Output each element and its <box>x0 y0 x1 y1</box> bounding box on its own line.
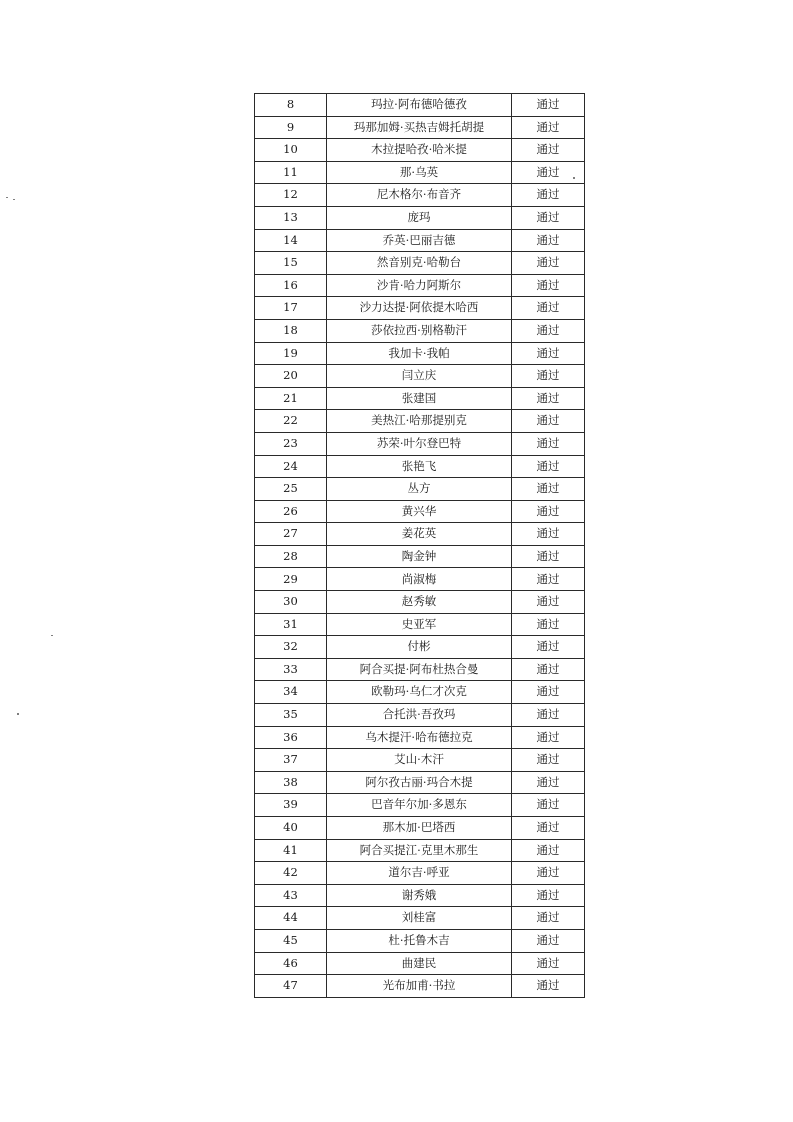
row-number: 35 <box>255 704 327 727</box>
result-status: 通过 <box>512 410 585 433</box>
result-status: 通过 <box>512 319 585 342</box>
result-status: 通过 <box>512 658 585 681</box>
table-row <box>255 274 585 297</box>
result-status: 通过 <box>512 229 585 252</box>
result-status: 通过 <box>512 636 585 659</box>
person-name: 阿尔孜古丽·玛合木提 <box>327 771 512 794</box>
row-number: 29 <box>255 568 327 591</box>
result-status: 通过 <box>512 704 585 727</box>
row-number: 45 <box>255 929 327 952</box>
table-row <box>255 884 585 907</box>
table-row <box>255 116 585 139</box>
result-status: 通过 <box>512 929 585 952</box>
table-row <box>255 794 585 817</box>
table-row <box>255 139 585 162</box>
row-number: 13 <box>255 206 327 229</box>
result-status: 通过 <box>512 794 585 817</box>
result-status: 通过 <box>512 523 585 546</box>
row-number: 19 <box>255 342 327 365</box>
person-name: 黄兴华 <box>327 500 512 523</box>
table-row <box>255 455 585 478</box>
person-name: 乌木提汗·哈布德拉克 <box>327 726 512 749</box>
person-name: 玛那加姆·买热吉姆托胡提 <box>327 116 512 139</box>
result-status: 通过 <box>512 975 585 998</box>
result-status: 通过 <box>512 252 585 275</box>
table-row <box>255 817 585 840</box>
person-name: 那·乌英 <box>327 161 512 184</box>
scan-speck <box>573 177 575 179</box>
table-row <box>255 771 585 794</box>
row-number: 18 <box>255 319 327 342</box>
table-row <box>255 726 585 749</box>
person-name: 光布加甫·书拉 <box>327 975 512 998</box>
result-status: 通过 <box>512 591 585 614</box>
table-row <box>255 206 585 229</box>
table-row <box>255 342 585 365</box>
result-status: 通过 <box>512 862 585 885</box>
row-number: 27 <box>255 523 327 546</box>
row-number: 44 <box>255 907 327 930</box>
scan-speck <box>13 199 15 200</box>
row-number: 28 <box>255 545 327 568</box>
person-name: 付彬 <box>327 636 512 659</box>
result-status: 通过 <box>512 139 585 162</box>
table-row <box>255 365 585 388</box>
result-status: 通过 <box>512 839 585 862</box>
person-name: 尼木格尔·布音齐 <box>327 184 512 207</box>
row-number: 21 <box>255 387 327 410</box>
result-status: 通过 <box>512 432 585 455</box>
result-status: 通过 <box>512 297 585 320</box>
result-status: 通过 <box>512 681 585 704</box>
person-name: 莎依拉西·别格勒汗 <box>327 319 512 342</box>
table-row <box>255 839 585 862</box>
result-status: 通过 <box>512 884 585 907</box>
result-status: 通过 <box>512 749 585 772</box>
row-number: 9 <box>255 116 327 139</box>
row-number: 24 <box>255 455 327 478</box>
row-number: 17 <box>255 297 327 320</box>
scan-speck <box>51 635 53 636</box>
table-row <box>255 975 585 998</box>
table-row <box>255 613 585 636</box>
scan-speck <box>17 713 19 715</box>
table-row <box>255 161 585 184</box>
result-status: 通过 <box>512 613 585 636</box>
person-name: 刘桂富 <box>327 907 512 930</box>
row-number: 8 <box>255 94 327 117</box>
person-name: 然音别克·哈勒台 <box>327 252 512 275</box>
row-number: 25 <box>255 478 327 501</box>
roster-table <box>254 93 585 998</box>
result-status: 通过 <box>512 726 585 749</box>
person-name: 丛方 <box>327 478 512 501</box>
table-row <box>255 749 585 772</box>
person-name: 尚淑梅 <box>327 568 512 591</box>
row-number: 36 <box>255 726 327 749</box>
person-name: 美热江·哈那提别克 <box>327 410 512 433</box>
table-row <box>255 907 585 930</box>
table-row <box>255 478 585 501</box>
person-name: 姜花英 <box>327 523 512 546</box>
result-status: 通过 <box>512 161 585 184</box>
row-number: 34 <box>255 681 327 704</box>
person-name: 巴音年尔加·多恩东 <box>327 794 512 817</box>
table-row <box>255 952 585 975</box>
row-number: 31 <box>255 613 327 636</box>
person-name: 我加卡·我帕 <box>327 342 512 365</box>
result-status: 通过 <box>512 365 585 388</box>
roster-table-body <box>255 94 585 998</box>
row-number: 33 <box>255 658 327 681</box>
table-row <box>255 319 585 342</box>
result-status: 通过 <box>512 771 585 794</box>
person-name: 阿合买提·阿布杜热合曼 <box>327 658 512 681</box>
row-number: 23 <box>255 432 327 455</box>
person-name: 曲建民 <box>327 952 512 975</box>
result-status: 通过 <box>512 94 585 117</box>
table-row <box>255 704 585 727</box>
person-name: 玛拉·阿布德哈德孜 <box>327 94 512 117</box>
person-name: 合托洪·吾孜玛 <box>327 704 512 727</box>
person-name: 苏荣·叶尔登巴特 <box>327 432 512 455</box>
row-number: 15 <box>255 252 327 275</box>
row-number: 10 <box>255 139 327 162</box>
row-number: 37 <box>255 749 327 772</box>
row-number: 30 <box>255 591 327 614</box>
row-number: 11 <box>255 161 327 184</box>
row-number: 26 <box>255 500 327 523</box>
row-number: 12 <box>255 184 327 207</box>
table-row <box>255 523 585 546</box>
result-status: 通过 <box>512 206 585 229</box>
row-number: 40 <box>255 817 327 840</box>
result-status: 通过 <box>512 952 585 975</box>
person-name: 艾山·木汗 <box>327 749 512 772</box>
person-name: 张艳飞 <box>327 455 512 478</box>
table-row <box>255 681 585 704</box>
row-number: 43 <box>255 884 327 907</box>
result-status: 通过 <box>512 568 585 591</box>
row-number: 38 <box>255 771 327 794</box>
table-row <box>255 568 585 591</box>
row-number: 47 <box>255 975 327 998</box>
result-status: 通过 <box>512 907 585 930</box>
person-name: 闫立庆 <box>327 365 512 388</box>
row-number: 22 <box>255 410 327 433</box>
row-number: 20 <box>255 365 327 388</box>
result-status: 通过 <box>512 387 585 410</box>
result-status: 通过 <box>512 274 585 297</box>
table-row <box>255 929 585 952</box>
table-row <box>255 252 585 275</box>
person-name: 史亚军 <box>327 613 512 636</box>
person-name: 庞玛 <box>327 206 512 229</box>
person-name: 沙力达提·阿依提木哈西 <box>327 297 512 320</box>
person-name: 欧勒玛·乌仁才次克 <box>327 681 512 704</box>
table-row <box>255 658 585 681</box>
table-row <box>255 862 585 885</box>
table-row <box>255 545 585 568</box>
table-row <box>255 636 585 659</box>
row-number: 42 <box>255 862 327 885</box>
result-status: 通过 <box>512 116 585 139</box>
person-name: 道尔吉·呼亚 <box>327 862 512 885</box>
person-name: 张建国 <box>327 387 512 410</box>
table-row <box>255 229 585 252</box>
row-number: 14 <box>255 229 327 252</box>
person-name: 那木加·巴塔西 <box>327 817 512 840</box>
person-name: 木拉提哈孜·哈米提 <box>327 139 512 162</box>
row-number: 16 <box>255 274 327 297</box>
table-row <box>255 387 585 410</box>
table-row <box>255 500 585 523</box>
row-number: 39 <box>255 794 327 817</box>
result-status: 通过 <box>512 500 585 523</box>
result-status: 通过 <box>512 545 585 568</box>
person-name: 杜·托鲁木吉 <box>327 929 512 952</box>
scan-speck <box>6 197 8 198</box>
person-name: 陶金钟 <box>327 545 512 568</box>
table-row <box>255 297 585 320</box>
row-number: 41 <box>255 839 327 862</box>
table-row <box>255 410 585 433</box>
table-row <box>255 184 585 207</box>
result-status: 通过 <box>512 478 585 501</box>
table-row <box>255 591 585 614</box>
person-name: 沙肯·哈力阿斯尔 <box>327 274 512 297</box>
result-status: 通过 <box>512 184 585 207</box>
person-name: 乔英·巴丽吉德 <box>327 229 512 252</box>
person-name: 阿合买提江·克里木那生 <box>327 839 512 862</box>
result-status: 通过 <box>512 455 585 478</box>
row-number: 46 <box>255 952 327 975</box>
result-status: 通过 <box>512 817 585 840</box>
result-status: 通过 <box>512 342 585 365</box>
table-row <box>255 432 585 455</box>
row-number: 32 <box>255 636 327 659</box>
person-name: 赵秀敏 <box>327 591 512 614</box>
person-name: 谢秀娥 <box>327 884 512 907</box>
table-row <box>255 94 585 117</box>
